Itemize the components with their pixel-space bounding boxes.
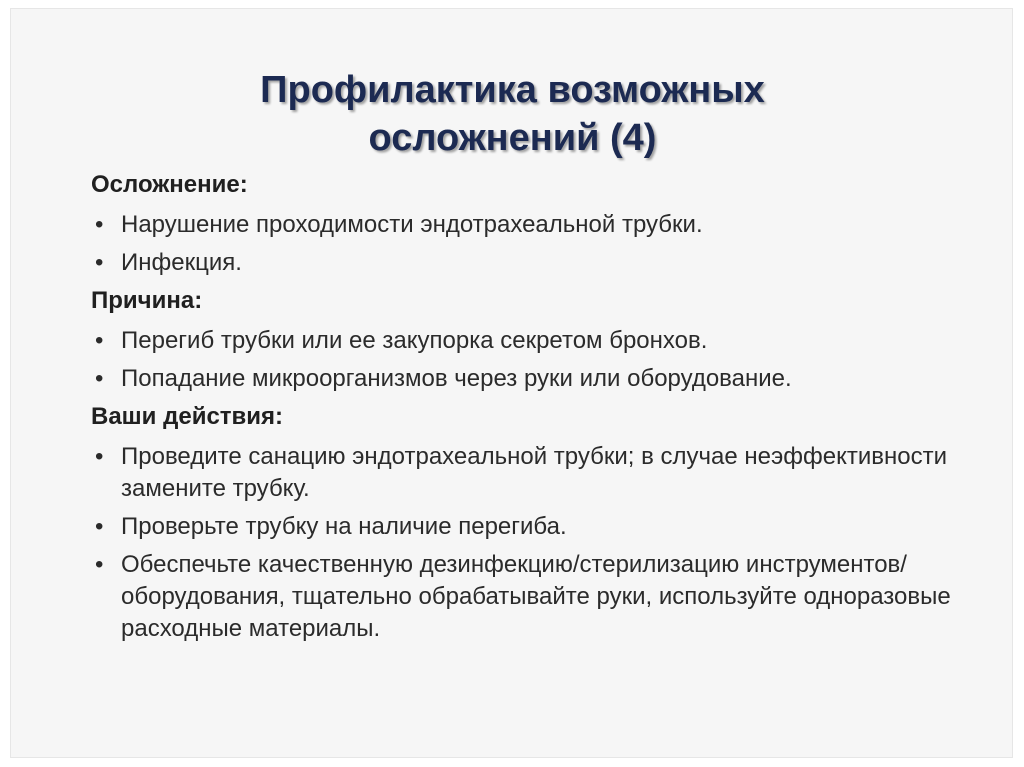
list-item — [91, 363, 971, 395]
section-heading-cause: Причина: — [91, 287, 203, 314]
list-item — [91, 511, 971, 543]
list-item — [91, 209, 971, 241]
list-item — [91, 325, 971, 357]
slide — [10, 8, 1013, 758]
list-item — [91, 441, 971, 505]
bullet-icon: • — [95, 365, 104, 392]
bullet-icon: • — [95, 249, 104, 276]
bullet-icon: • — [95, 513, 104, 540]
list-item-text: Проверьте трубку на наличие перегиба. — [121, 513, 567, 540]
section-heading-actions: Ваши действия: — [91, 403, 284, 430]
slide-title — [11, 66, 1014, 162]
list-item — [91, 247, 971, 279]
bullet-icon: • — [95, 443, 104, 470]
title-line-2: осложнений (4) — [368, 117, 657, 159]
list-item-text: Попадание микроорганизмов через руки или оборудование. — [121, 365, 792, 392]
list-item-text: Обеспечьте качественную дезинфекцию/стерилизацию инструментов/оборудования, тщательно обрабатывайте руки, используйте одноразовые расходные материалы. — [121, 551, 951, 642]
list-item-text: Перегиб трубки или ее закупорка секретом бронхов. — [121, 327, 708, 354]
slide-body — [91, 167, 971, 649]
list-item-text: Инфекция. — [121, 249, 242, 276]
bullet-icon: • — [95, 551, 104, 578]
bullet-icon: • — [95, 211, 104, 238]
list-item-text: Нарушение проходимости эндотрахеальной трубки. — [121, 211, 703, 238]
bullet-icon: • — [95, 327, 104, 354]
title-line-1: Профилактика возможных — [260, 69, 765, 111]
list-item — [91, 549, 971, 645]
list-item-text: Проведите санацию эндотрахеальной трубки; в случае неэффективности замените трубку. — [121, 443, 948, 502]
section-heading-complication: Осложнение: — [91, 171, 248, 198]
